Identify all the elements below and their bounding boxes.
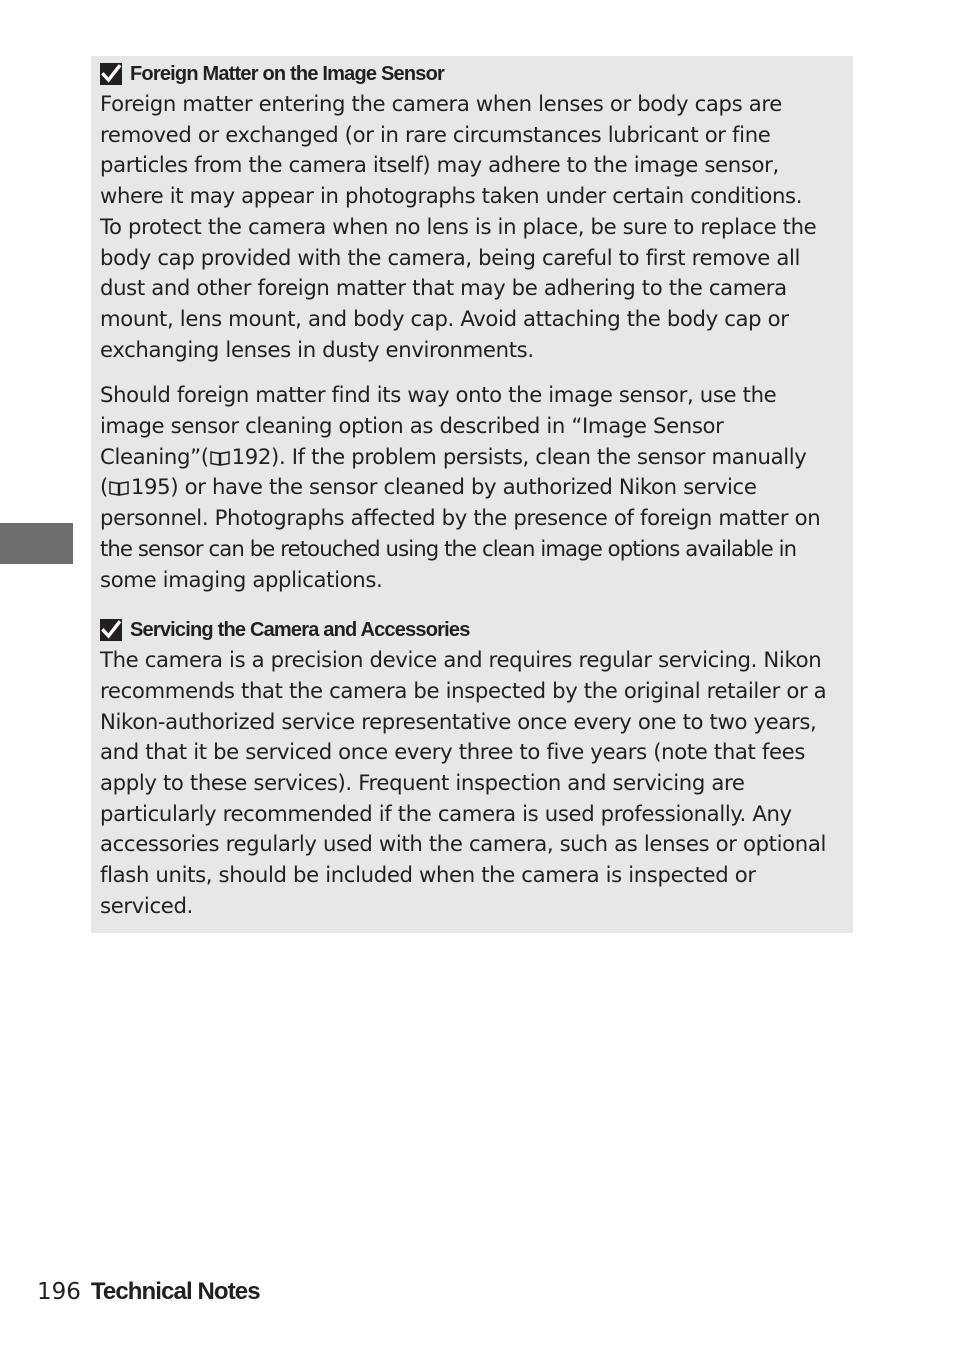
text-line: dust and other foreign matter that may be adhering to the camera (100, 275, 787, 301)
page-reference-link[interactable]: 192 (231, 443, 272, 469)
note-box (91, 56, 853, 933)
chapter-tab (0, 523, 73, 564)
note-title: Foreign Matter on the Image Sensor (130, 62, 444, 85)
text-line: To protect the camera when no lens is in place, be sure to replace the (100, 213, 817, 239)
text-line: the sensor can be retouched using the clean image options available in (100, 535, 797, 561)
book-icon (210, 450, 230, 466)
text-line: apply to these services). Frequent inspection and servicing are (100, 770, 745, 796)
text-line: accessories regularly used with the camera, such as lenses or optional (100, 831, 827, 857)
text-fragment: ). If the problem persists, clean the sensor manually (271, 443, 807, 469)
text-line: where it may appear in photographs taken under certain conditions. (100, 183, 803, 209)
text-line (100, 472, 844, 503)
text-fragment: ) or have the sensor cleaned by authorized Nikon service (170, 474, 757, 500)
text-fragment: ( (100, 474, 108, 500)
text-line: serviced. (100, 892, 193, 918)
page-number: 196 (37, 1279, 81, 1305)
text-line: Nikon-authorized service representative once every one to two years, (100, 708, 817, 734)
text-line (100, 442, 844, 473)
text-line: recommends that the camera be inspected by the original retailer or a (100, 677, 827, 703)
text-line: exchanging lenses in dusty environments. (100, 336, 534, 362)
text-line: removed or exchanged (or in rare circumstances lubricant or fine (100, 121, 771, 147)
text-line: flash units, should be included when the camera is inspected or (100, 862, 756, 888)
page-footer (37, 1278, 260, 1310)
note-paragraph (100, 380, 844, 595)
note-heading-servicing (100, 615, 844, 645)
text-line: particles from the camera itself) may adhere to the image sensor, (100, 152, 779, 178)
text-line: particularly recommended if the camera is used professionally. Any (100, 800, 792, 826)
text-line: The camera is a precision device and requires regular servicing. Nikon (100, 647, 822, 673)
text-line: Should foreign matter find its way onto the image sensor, use the (100, 382, 777, 408)
text-line: personnel. Photographs affected by the presence of foreign matter on (100, 505, 821, 531)
check-icon (100, 619, 122, 641)
note-title: Servicing the Camera and Accessories (130, 618, 470, 641)
text-line: body cap provided with the camera, being careful to first remove all (100, 244, 801, 270)
check-icon (100, 63, 122, 85)
text-line: image sensor cleaning option as described in “Image Sensor (100, 413, 724, 439)
book-icon (109, 480, 129, 496)
note-paragraph (100, 645, 844, 921)
note-heading-foreign-matter (100, 59, 844, 89)
page-reference-link[interactable]: 195 (130, 474, 171, 500)
section-title: Technical Notes (90, 1278, 260, 1305)
text-fragment: Cleaning”( (100, 443, 209, 469)
text-line: Foreign matter entering the camera when lenses or body caps are (100, 91, 782, 116)
note-paragraph (100, 89, 844, 365)
text-line: mount, lens mount, and body cap. Avoid attaching the body cap or (100, 305, 789, 331)
text-line: some imaging applications. (100, 566, 383, 592)
text-line: and that it be serviced once every three to five years (note that fees (100, 739, 806, 765)
